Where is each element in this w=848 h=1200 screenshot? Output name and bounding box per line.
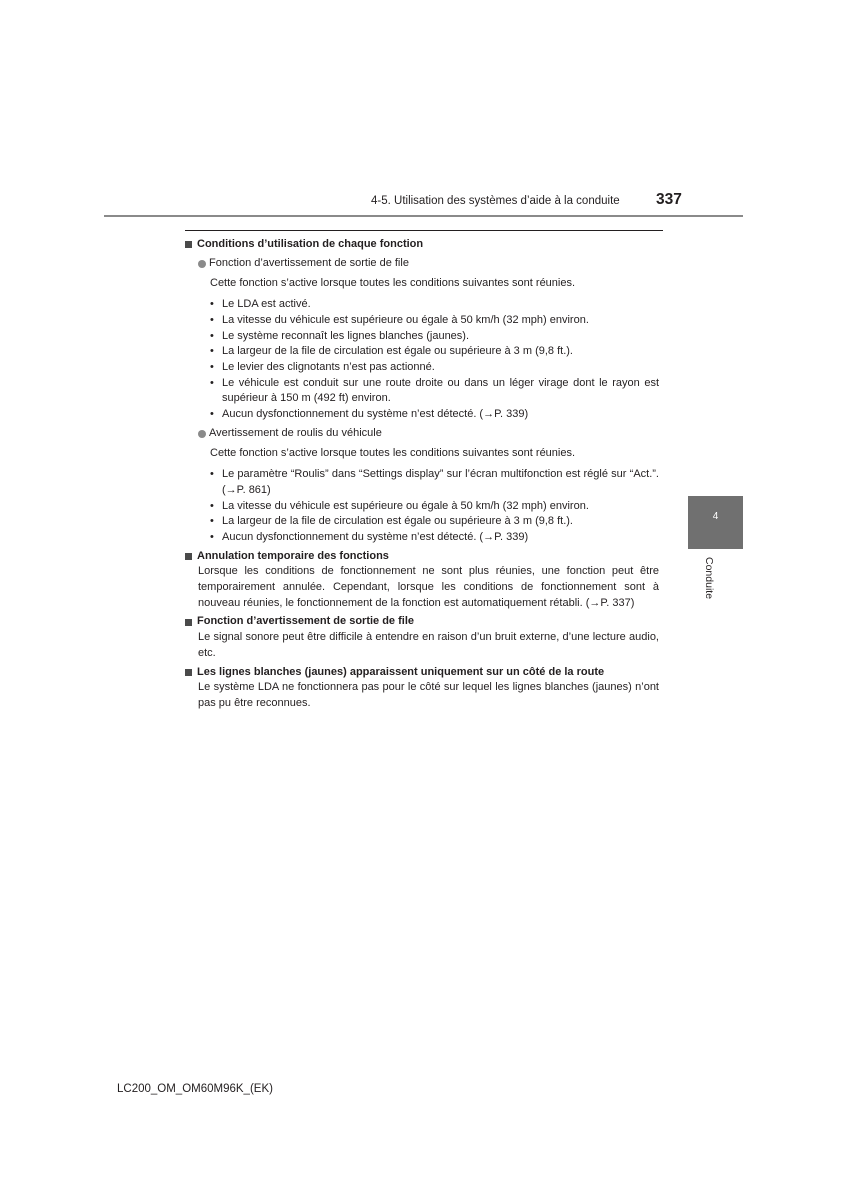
list-item: • La largeur de la file de circulation est égale ou supérieure à 3 m (9,8 ft.). bbox=[210, 514, 659, 530]
list-item: • Le système reconnaît les lignes blanches (jaunes). bbox=[210, 329, 659, 345]
list-item: • Aucun dysfonctionnement du système n’est détecté. (→P. 339) bbox=[210, 530, 659, 546]
subsection-heading bbox=[198, 256, 659, 272]
section-heading-text: Conditions d’utilisation de chaque fonction bbox=[197, 238, 424, 250]
section-heading-text: Les lignes blanches (jaunes) apparaissent uniquement sur un côté de la route bbox=[197, 665, 605, 678]
intro-text: Cette fonction s’active lorsque toutes les conditions suivantes sont réunies. bbox=[210, 277, 576, 290]
square-bullet-icon bbox=[185, 241, 192, 248]
list-item: • La largeur de la file de circulation est égale ou supérieure à 3 m (9,8 ft.). bbox=[210, 344, 659, 360]
document-code: LC200_OM_OM60M96K_(EK) bbox=[117, 1083, 273, 1095]
header-rule bbox=[104, 215, 743, 217]
subsection-heading-text: Fonction d’avertissement de sortie de file bbox=[209, 256, 409, 269]
subsection-heading-text: Avertissement de roulis du véhicule bbox=[209, 426, 382, 439]
section-heading bbox=[185, 665, 659, 681]
chapter-number: 4 bbox=[712, 511, 719, 522]
page-number: 337 bbox=[656, 191, 682, 208]
page-content bbox=[185, 237, 659, 712]
section-heading bbox=[185, 237, 659, 253]
subsection-heading bbox=[198, 426, 659, 442]
list-item: • La vitesse du véhicule est supérieure ou égale à 50 km/h (32 mph) environ. bbox=[210, 313, 659, 329]
chapter-tab bbox=[688, 496, 743, 549]
condition-list bbox=[210, 467, 659, 546]
square-bullet-icon bbox=[185, 669, 192, 676]
list-item: • Le LDA est activé. bbox=[210, 297, 659, 313]
running-header: 4-5. Utilisation des systèmes d’aide à la conduite bbox=[371, 195, 620, 207]
circle-bullet-icon bbox=[198, 430, 206, 438]
intro-text: Cette fonction s’active lorsque toutes les conditions suivantes sont réunies. bbox=[210, 447, 576, 460]
list-item: • La vitesse du véhicule est supérieure ou égale à 50 km/h (32 mph) environ. bbox=[210, 499, 659, 515]
paragraph: Lorsque les conditions de fonctionnement ne sont plus réunies, une fonction peut être temporairement annulée. Cependant, lorsque les conditions de fonctionnement sont à nouveau réunies, le fonctionnement de la fonction est automatiquement rétabli. (→P. 337) bbox=[198, 565, 659, 609]
square-bullet-icon bbox=[185, 619, 192, 626]
paragraph: Le signal sonore peut être difficile à entendre en raison d’un bruit externe, d’une lecture audio, etc. bbox=[198, 631, 659, 659]
condition-list bbox=[210, 297, 659, 423]
section-heading-text: Annulation temporaire des fonctions bbox=[197, 549, 389, 562]
list-item: • Aucun dysfonctionnement du système n’est détecté. (→P. 339) bbox=[210, 407, 659, 423]
section-rule bbox=[185, 230, 663, 231]
section-heading bbox=[185, 549, 659, 565]
chapter-label: Conduite bbox=[703, 557, 715, 600]
circle-bullet-icon bbox=[198, 260, 206, 268]
list-item: • Le levier des clignotants n’est pas actionné. bbox=[210, 360, 659, 376]
list-item: • Le véhicule est conduit sur une route droite ou dans un léger virage dont le rayon est supérieur à 150 m (492 ft) environ. bbox=[210, 376, 659, 407]
section-heading-text: Fonction d’avertissement de sortie de file bbox=[197, 615, 414, 628]
section-heading bbox=[185, 614, 659, 630]
list-item: • Le paramètre “Roulis” dans “Settings display” sur l’écran multifonction est réglé sur “Act.”. (→P. 861) bbox=[210, 467, 659, 498]
square-bullet-icon bbox=[185, 553, 192, 560]
paragraph: Le système LDA ne fonctionnera pas pour le côté sur lequel les lignes blanches (jaunes) n’ont pas pu être reconnues. bbox=[198, 681, 659, 709]
